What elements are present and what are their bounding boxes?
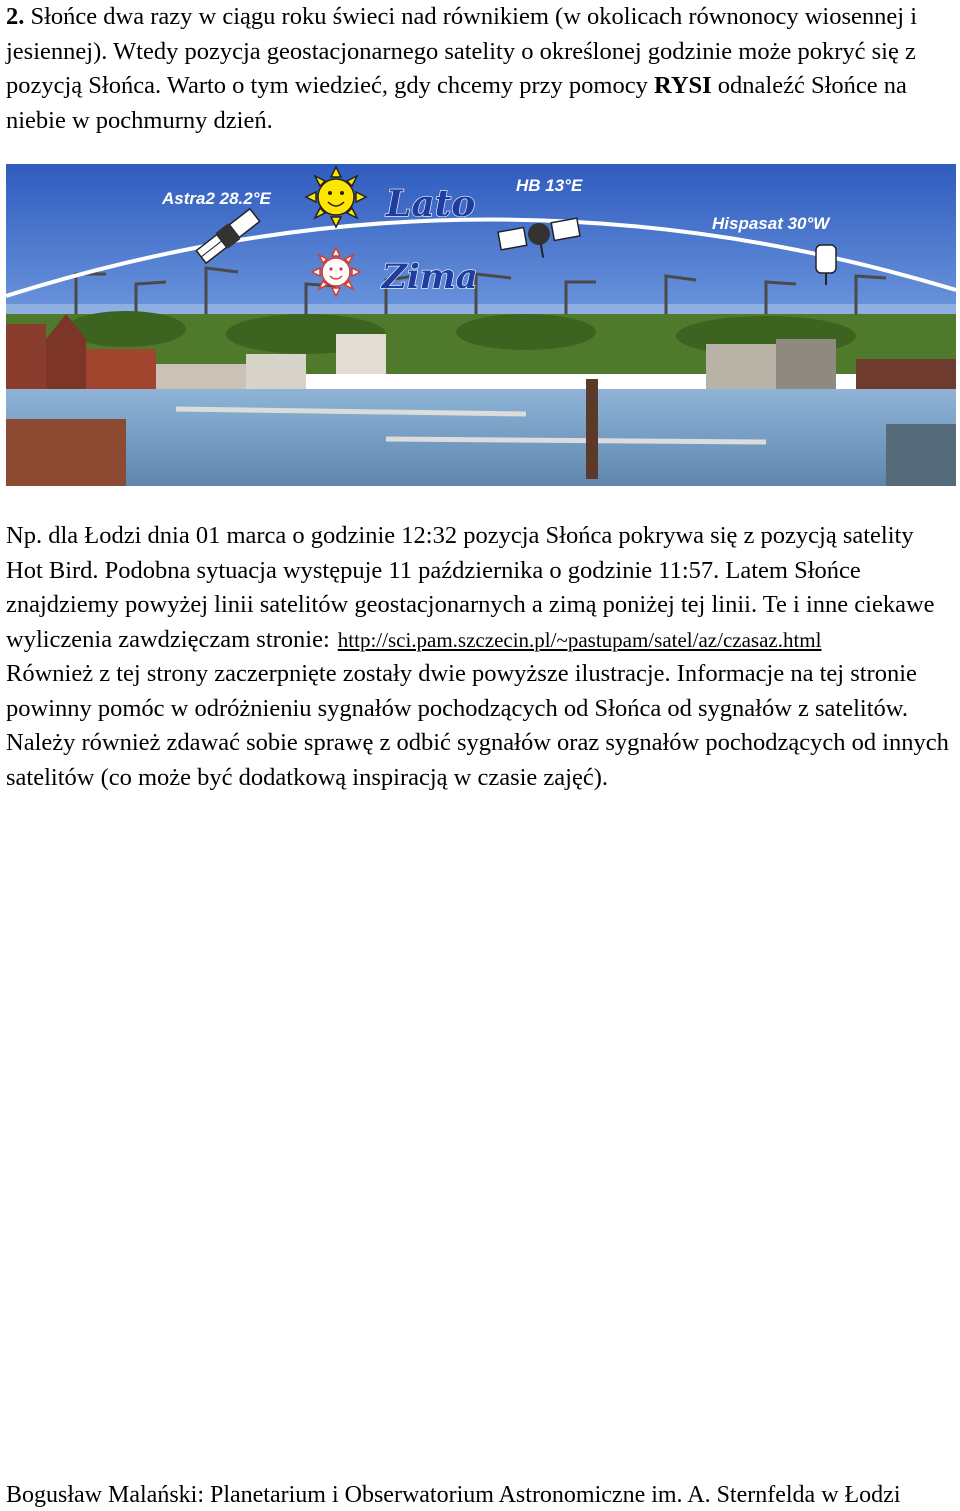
label-hb: HB 13°E xyxy=(516,176,583,195)
body-text-b: Również z tej strony zaczerpnięte zostały dwie powyższe ilustracje. Informacje na tej stronie powinny pomóc w odróżnieniu sygnałów pochodzących od Słońca od sygnałów z satelitów. Należy również zdawać sobie sprawę z odbić sygnałów oraz sygnałów pochodzących od innych satelitów (co może być dodatkową inspiracją w czasie zajęć). xyxy=(6,660,949,791)
label-hispasat: Hispasat 30°W xyxy=(712,214,830,233)
label-astra: Astra2 28.2°E xyxy=(162,189,271,208)
rysi-term: RYSI xyxy=(653,72,712,99)
body-paragraph xyxy=(6,519,954,795)
section-number: 2. xyxy=(6,3,25,30)
source-link[interactable]: http://sci.pam.szczecin.pl/~pastupam/satel/az/czasaz.html xyxy=(337,627,822,652)
footer-credit: Bogusław Malański: Planetarium i Obserwatorium Astronomiczne im. A. Sternfelda w Łodzi xyxy=(6,1482,901,1508)
sun-winter-icon xyxy=(312,248,360,296)
intro-paragraph xyxy=(6,0,954,138)
intro-text-a: Słońce dwa razy w ciągu roku świeci nad równikiem (w okolicach równonocy wiosennej i jesiennej). Wtedy pozycja geostacjonarnego satelity o określonej godzinie może pokryć się z pozycją Słońca. Warto o tym wiedzieć, gdy chcemy przy pomocy xyxy=(6,3,918,99)
intro-text-b: odnaleźć Słońce na niebie w pochmurny dzień. xyxy=(6,72,907,134)
sun-summer-icon xyxy=(306,167,366,227)
label-lato: Lato xyxy=(386,183,476,225)
satellite-sky-illustration xyxy=(6,164,956,486)
label-zima: Zima xyxy=(382,257,478,297)
body-text-a: Np. dla Łodzi dnia 01 marca o godzinie 12:32 pozycja Słońca pokrywa się z pozycją satelity Hot Bird. Podobna sytuacja występuje 11 października o godzinie 11:57. Latem Słońce znajdziemy powyżej linii satelitów geostacjonarnych a zimą poniżej tej linii. Te i inne ciekawe wyliczenia zawdzięczam stronie: xyxy=(6,522,935,653)
